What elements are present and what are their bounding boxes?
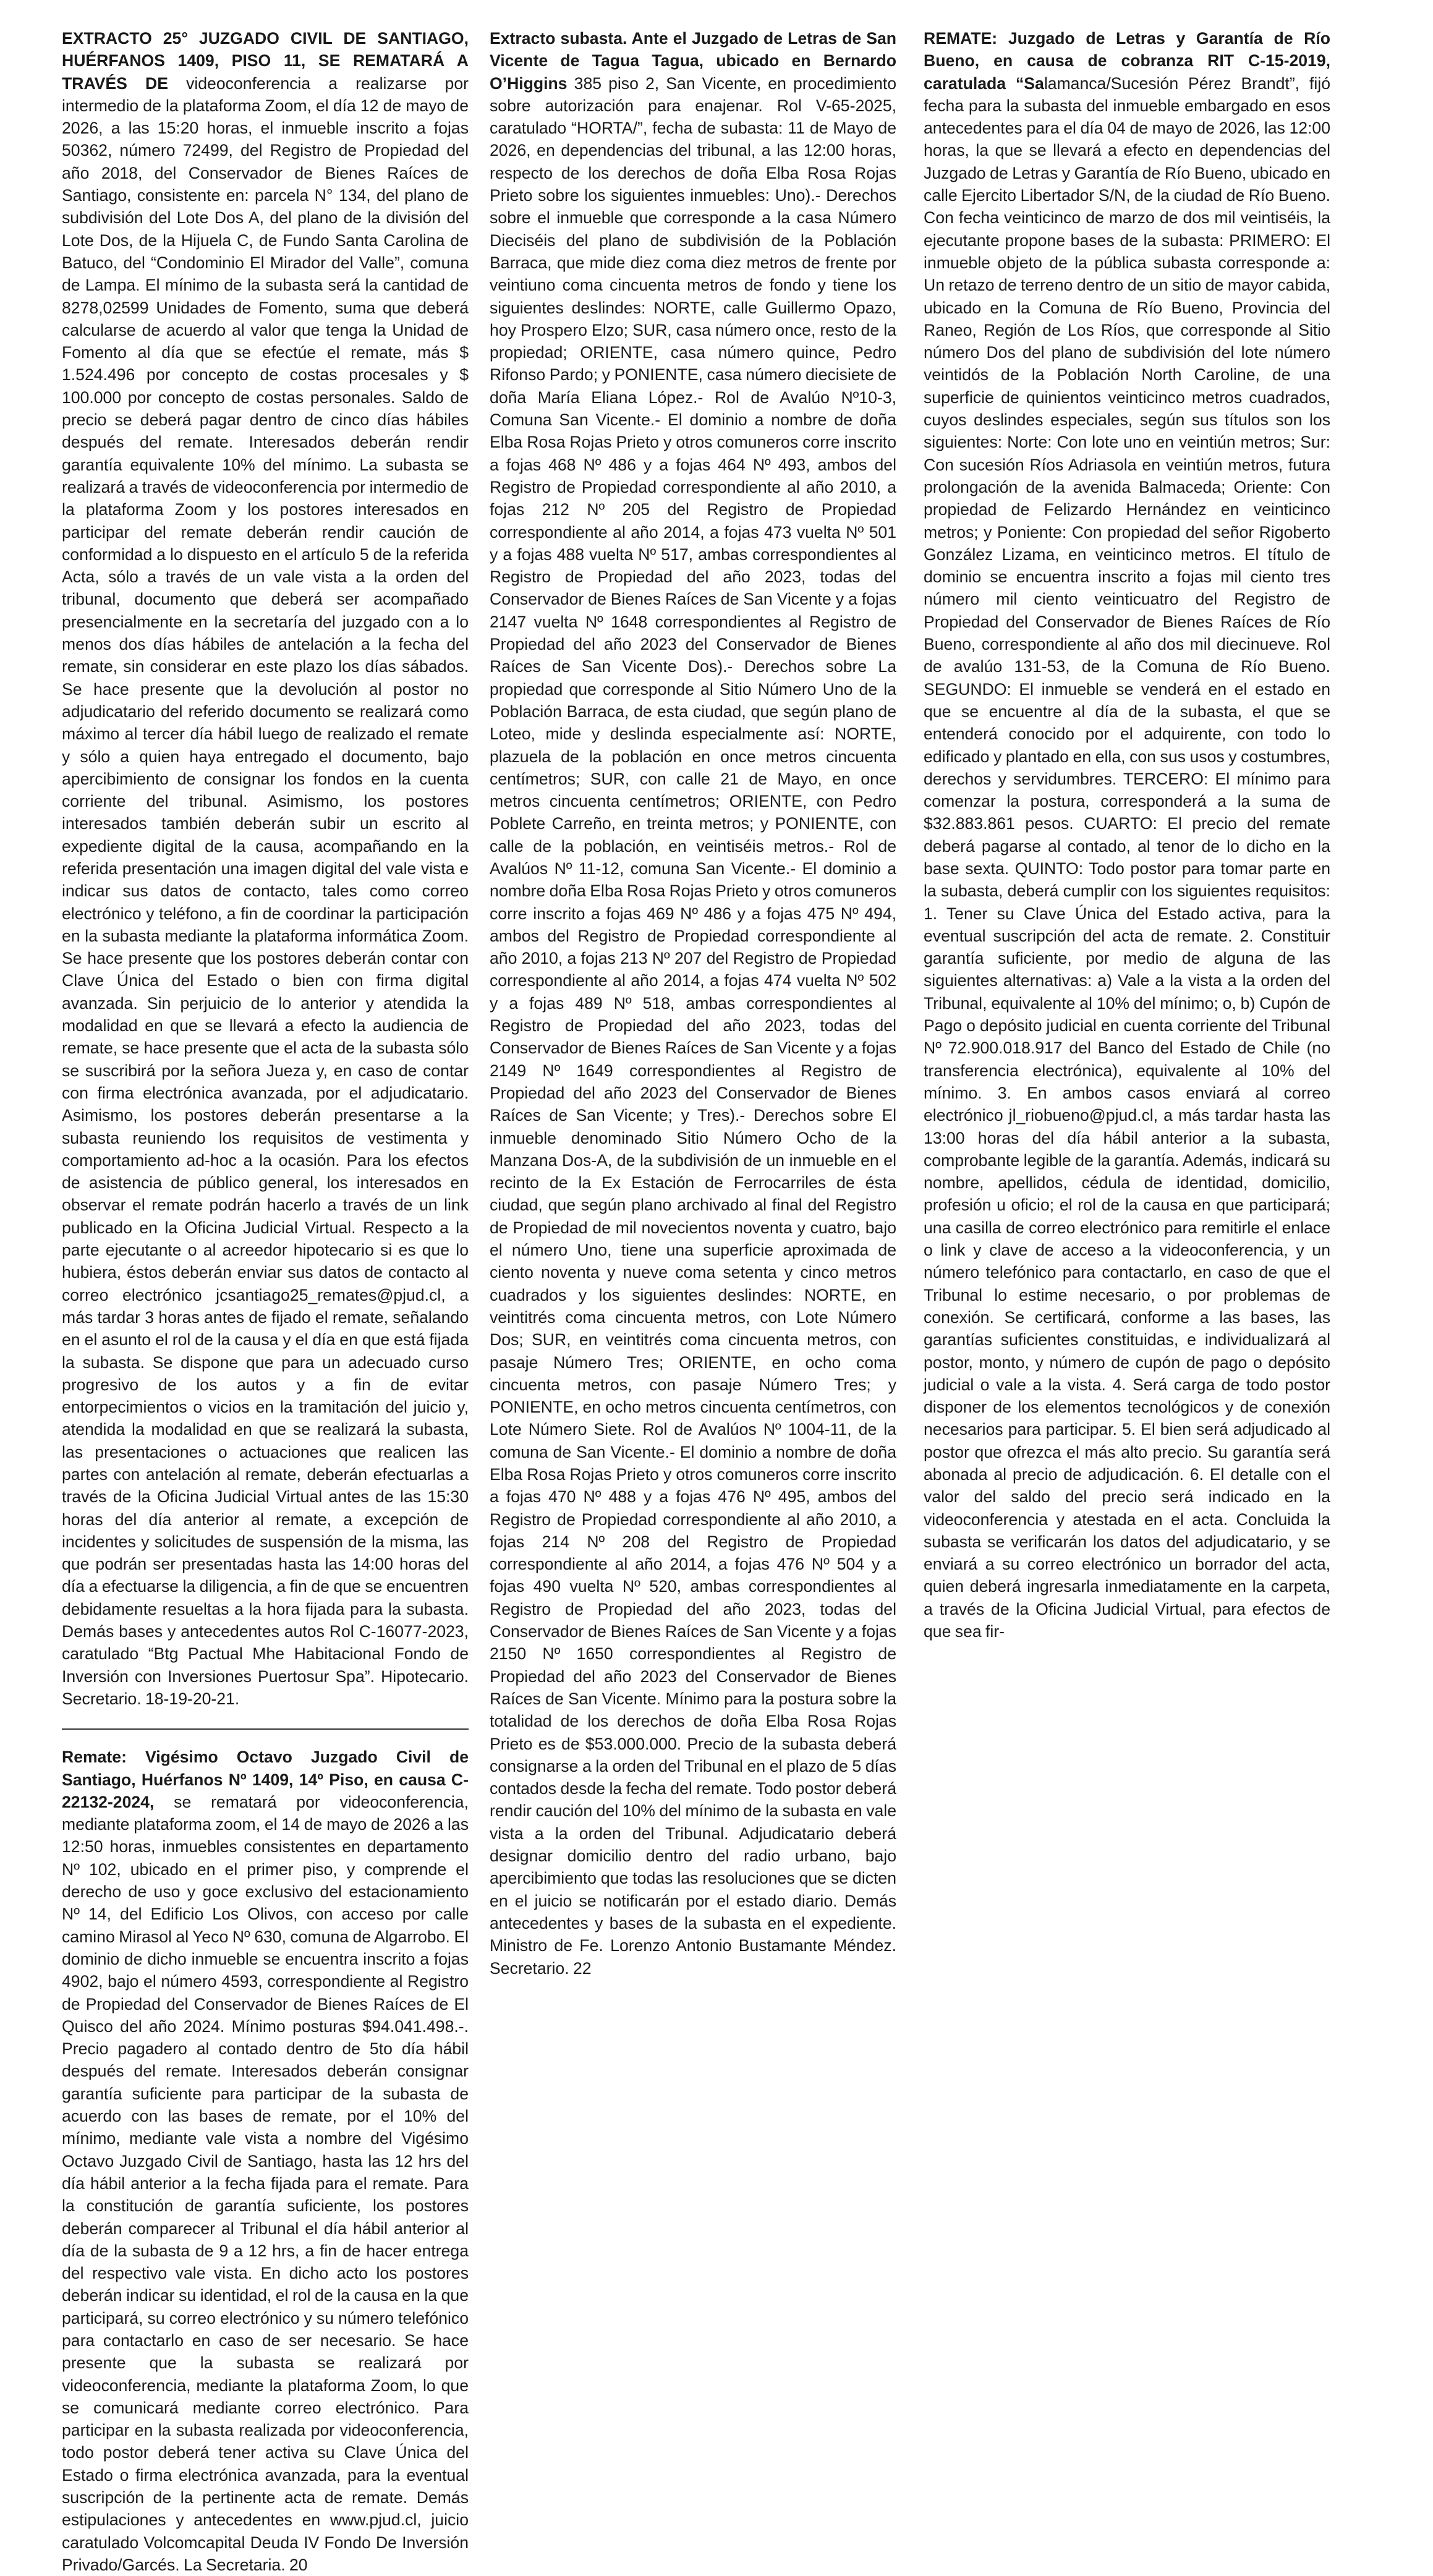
notice-paragraph [490, 27, 896, 1979]
column-3 [924, 27, 1330, 1643]
notice-separator [62, 1728, 469, 1730]
notice-heading: Remate: Vigésimo Octavo Juzgado Civil de Santiago, Huérfanos Nº 1409, 14º Piso, en causa C-22132-2024, [62, 1748, 469, 1811]
column-2 [490, 27, 896, 1979]
notice-paragraph [62, 27, 469, 1710]
notice-heading: REMATE: Juzgado de Letras y Garantía de Río Bueno, en causa de cobranza RIT C-15-2019, caratulada “Sa [924, 29, 1330, 93]
notice-body: videoconferencia a realizarse por intermedio de la plataforma Zoom, el día 12 de mayo de 2026, a las 15:20 horas, el inmueble inscrito a fojas 50362, número 72499, del Registro de Propiedad del año 2018, del Conservador de Bienes Raíces de Santiago, consistente en: parcela N° 134, del plano de subdivisión del Lote Dos A, del plano de la división del Lote Dos, de la Hijuela C, de Fundo Santa Carolina de Batuco, del “Condominio El Mirador del Valle”, comuna de Lampa. El mínimo de la subasta será la cantidad de 8278,02599 Unidades de Fomento, suma que deberá calcularse de acuerdo al valor que tenga la Unidad de Fomento al día que se efectúe el remate, más $ 1.524.496 por concepto de costas procesales y $ 100.000 por concepto de costas personales. Saldo de precio se deberá pagar dentro de cinco días hábiles después del remate. Interesados deberán rendir garantía equivalente 10% del mínimo. La subasta se realizará a través de videoconferencia por intermedio de la plataforma Zoom y los postores interesados en participar del remate deberán rendir caución de conformidad a lo dispuesto en el artículo 5 de la referida Acta, sólo a través de un vale vista a la orden del tribunal, documento que deberá ser acompañado presencialmente en la secretaría del juzgado con a lo menos dos días hábiles de antelación a la fecha del remate, sin considerar en este plazo los días sábados. Se hace presente que la devolución al postor no adjudicatario del referido documento se realizará como máximo al tercer día hábil luego de realizado el remate y sólo a quien haya entregado el documento, bajo apercibimiento de consignar los fondos en la cuenta corriente del tribunal. Asimismo, los postores interesados también deberán subir un escrito al expediente digital de la causa, acompañando en la referida presentación una imagen digital del vale vista e indicar sus datos de contacto, tales como correo electrónico y teléfono, a fin de coordinar la participación en la subasta mediante la plataforma informática Zoom. Se hace presente que los postores deberán contar con Clave Única del Estado o bien con firma digital avanzada. Sin perjuicio de lo anterior y atendida la modalidad en que se llevará a efecto la audiencia de remate, se hace presente que el acta de la subasta sólo se suscribirá por la señora Jueza y, en caso de contar con firma electrónica avanzada, por el adjudicatario. Asimismo, los postores deberán presentarse a la subasta reuniendo los requisitos de vestimenta y comportamiento ad-hoc a la ocasión. Para los efectos de asistencia de público general, los interesados en observar el remate podrán hacerlo a través de un link publicado en la Oficina Judicial Virtual. Respecto a la parte ejecutante o al acreedor hipotecario si es que lo hubiera, éstos deberán enviar sus datos de contacto al correo electrónico jcsantiago25_remates@pjud.cl, a más tardar 3 horas antes de fijado el remate, señalando en el asunto el rol de la causa y el día en que está fijada la subasta. Se dispone que para un adecuado curso progresivo de los autos y a fin de evitar entorpecimientos o vicios en la tramitación del juicio y, atendida la modalidad en que se realizará la subasta, las presentaciones o actuaciones que realicen las partes con antelación al remate, deberán efectuarlas a través de la Oficina Judicial Virtual antes de las 15:30 horas del día anterior al remate, a excepción de incidentes y solicitudes de suspensión de la misma, las que podrán ser presentadas hasta las 14:00 horas del día a efectuarse la diligencia, a fin de que se encuentren debidamente resueltas a la hora fijada para la subasta. Demás bases y antecedentes autos Rol C-16077-2023, caratulado “Btg Pactual Mhe Habitacional Fondo de Inversión con Inversiones Puertosur Spa”. Hipotecario. Secretario. 18-19-20-21. [62, 74, 469, 1708]
notice-body: se rematará por videoconferencia, mediante plataforma zoom, el 14 de mayo de 2026 a las 12:50 horas, inmuebles consistentes en departamento Nº 102, ubicado en el primer piso, y comprende el derecho de uso y goce exclusivo del estacionamiento Nº 14, del Edificio Los Olivos, con acceso por calle camino Mirasol al Yeco Nº 630, comuna de Algarrobo. El dominio de dicho inmueble se encuentra inscrito a fojas 4902, bajo el número 4593, correspondiente al Registro de Propiedad del Conservador de Bienes Raíces de El Quisco del año 2024. Mínimo posturas $94.041.498.-. Precio pagadero al contado dentro de 5to día hábil después del remate. Interesados deberán consignar garantía suficiente para participar de la subasta de acuerdo con las bases de remate, por el 10% del mínimo, mediante vale vista a nombre del Vigésimo Octavo Juzgado Civil de Santiago, hasta las 12 hrs del día hábil anterior a la fecha fijada para el remate. Para la constitución de garantía suficiente, los postores deberán comparecer al Tribunal el día hábil anterior al día de la subasta de 9 a 12 hrs, a fin de hacer entrega del respectivo vale vista. En dicho acto los postores deberán indicar su identidad, el rol de la causa en la que participará, su correo electrónico y su número telefónico para contactarlo en caso de ser necesario. Se hace presente que la subasta se realizará por videoconferencia, mediante la plataforma Zoom, lo que se comunicará mediante correo electrónico. Para participar en la subasta realizada por videoconferencia, todo postor deberá tener activa su Clave Única del Estado o firma electrónica avanzada, para la eventual suscripción de la pertinente acta de remate. Demás estipulaciones y antecedentes en www.pjud.cl, juicio caratulado Volcomcapital Deuda IV Fondo De Inversión Privado/Garcés. La Secretaria. 20 [62, 1792, 469, 2574]
notice-body: 385 piso 2, San Vicente, en procedimiento sobre autorización para enajenar. Rol V-65-2025, caratulado “HORTA/”, fecha de subasta: 11 de Mayo de 2026, en dependencias del tribunal, a las 12:00 horas, respecto de los derechos de doña Elba Rosa Rojas Prieto sobre los siguientes inmuebles: Uno).- Derechos sobre el inmueble que corresponde a la casa Número Dieciséis del plano de subdivisión de la Población Barraca, que mide diez coma diez metros de frente por veintiuno coma cincuenta metros de fondo y tiene los siguientes deslindes: NORTE, calle Guillermo Opazo, hoy Prospero Elzo; SUR, casa número once, resto de la propiedad; ORIENTE, casa número quince, Pedro Rifonso Pardo; y PONIENTE, casa número diecisiete de doña María Eliana López.- Rol de Avalúo Nº10-3, Comuna San Vicente.- El dominio a nombre de doña Elba Rosa Rojas Prieto y otros comuneros corre inscrito a fojas 468 Nº 486 y a fojas 464 Nº 493, ambos del Registro de Propiedad correspondiente al año 2010, a fojas 212 Nº 205 del Registro de Propiedad correspondiente al año 2014, a fojas 473 vuelta Nº 501 y a fojas 488 vuelta Nº 517, ambas correspondientes al Registro de Propiedad del año 2023, todas del Conservador de Bienes Raíces de San Vicente y a fojas 2147 vuelta Nº 1648 correspondientes al Registro de Propiedad del año 2023 del Conservador de Bienes Raíces de San Vicente Dos).- Derechos sobre La propiedad que corresponde al Sitio Número Uno de la Población Barraca, de esta ciudad, que según plano de Loteo, mide y deslinda especialmente así: NORTE, plazuela de la población en once metros cincuenta centímetros; SUR, con calle 21 de Mayo, en once metros cincuenta centímetros; ORIENTE, con Pedro Poblete Carreño, en treinta metros; y PONIENTE, con calle de la población, en veintiséis metros.- Rol de Avalúos Nº 11-12, comuna San Vicente.- El dominio a nombre doña Elba Rosa Rojas Prieto y otros comuneros corre inscrito a fojas 469 Nº 486 y a fojas 475 Nº 494, ambos del Registro de Propiedad correspondiente al año 2010, a fojas 213 Nº 207 del Registro de Propiedad correspondiente al año 2014, a fojas 474 vuelta Nº 502 y a fojas 489 Nº 518, ambas correspondientes al Registro de Propiedad del año 2023, todas del Conservador de Bienes Raíces de San Vicente y a fojas 2149 Nº 1649 correspondientes al Registro de Propiedad del año 2023 del Conservador de Bienes Raíces de San Vicente; y Tres).- Derechos sobre El inmueble denominado Sitio Número Ocho de la Manzana Dos-A, de la subdivisión de un inmueble en el recinto de la Ex Estación de Ferrocarriles de ésta ciudad, que según plano archivado al final del Registro de Propiedad de mil novecientos noventa y cuatro, bajo el número Uno, tiene una superficie aproximada de ciento noventa y nueve coma setenta y cinco metros cuadrados y los siguientes deslindes: NORTE, en veintitrés coma cincuenta metros, con Lote Número Dos; SUR, en veintitrés coma cincuenta metros, con pasaje Número Tres; ORIENTE, en ocho coma cincuenta metros, con pasaje Número Tres; y PONIENTE, en ocho metros cincuenta centímetros, con Lote Número Siete. Rol de Avalúos Nº 1004-11, de la comuna de San Vicente.- El dominio a nombre de doña Elba Rosa Rojas Prieto y otros comuneros corre inscrito a fojas 470 Nº 488 y a fojas 476 Nº 495, ambos del Registro de Propiedad correspondiente al año 2010, a fojas 214 Nº 208 del Registro de Propiedad correspondiente al año 2014, a fojas 476 Nº 504 y a fojas 490 vuelta Nº 520, ambas correspondientes al Registro de Propiedad del año 2023, todas del Conservador de Bienes Raíces de San Vicente y a fojas 2150 Nº 1650 correspondientes al Registro de Propiedad del año 2023 del Conservador de Bienes Raíces de San Vicente. Mínimo para la postura sobre la totalidad de los derechos de doña Elba Rosa Rojas Prieto es de $53.000.000. Precio de la subasta deberá consignarse a la orden del Tribunal en el plazo de 5 días contados desde la fecha del remate. Todo postor deberá rendir caución del 10% del mínimo de la subasta en vale vista a la orden del Tribunal. Adjudicatario deberá designar domicilio dentro del radio urbano, bajo apercibimiento que todas las resoluciones que se dicten en el juicio se notificarán por el estado diario. Demás antecedentes y bases de la subasta en el expediente. Ministro de Fe. Lorenzo Antonio Bustamante Méndez. Secretario. 22 [490, 74, 896, 1978]
column-1 [62, 27, 469, 2576]
notice-heading: EXTRACTO 25° JUZGADO CIVIL DE SANTIAGO, HUÉRFANOS 1409, PISO 11, SE REMATARÁ A TRAVÉS DE [62, 29, 469, 93]
notice-paragraph [924, 27, 1330, 1643]
notice-extracto-subasta-san-vicente [490, 27, 896, 1979]
notice-body: lamanca/Sucesión Pérez Brandt”, fijó fecha para la subasta del inmueble embargado en esos antecedentes para el día 04 de mayo de 2026, las 12:00 horas, la que se llevará a efecto en dependencias del Juzgado de Letras y Garantía de Río Bueno, ubicado en calle Ejercito Libertador S/N, de la ciudad de Río Bueno. Con fecha veinticinco de marzo de dos mil veintiséis, la ejecutante propone bases de la subasta: PRIMERO: El inmueble objeto de la pública subasta corresponde a: Un retazo de terreno dentro de un sitio de mayor cabida, ubicado en la Comuna de Río Bueno, Provincia del Raneo, Región de Los Ríos, que corresponde al Sitio número Dos del plano de subdivisión del lote número veintidós de la Población North Caroline, de una superficie de quinientos veinticinco metros cuadrados, cuyos deslindes especiales, según sus títulos son los siguientes: Norte: Con lote uno en veintiún metros; Sur: Con sucesión Ríos Adriasola en veintiún metros, futura prolongación de la avenida Balmaceda; Oriente: Con propiedad de Felizardo Hernández en veinticinco metros; y Poniente: Con propiedad del señor Rigoberto González Lizama, en veinticinco metros. El título de dominio se encuentra inscrito a fojas mil ciento tres número mil ciento veinticuatro del Registro de Propiedad del Conservador de Bienes Raíces de Río Bueno, correspondiente al año dos mil diecinueve. Rol de avalúo 131-53, de la Comuna de Río Bueno. SEGUNDO: El inmueble se venderá en el estado en que se encuentre al día de la subasta, el que se entenderá conocido por el adquirente, con todo lo edificado y plantado en ella, con sus usos y costumbres, derechos y servidumbres. TERCERO: El mínimo para comenzar la postura, corresponderá a la suma de $32.883.861 pesos. CUARTO: El precio del remate deberá pagarse al contado, al tenor de lo dicho en la base sexta. QUINTO: Todo postor para tomar parte en la subasta, deberá cumplir con los siguientes requisitos: 1. Tener su Clave Única del Estado activa, para la eventual suscripción del acta de remate. 2. Constituir garantía suficiente, por medio de alguna de las siguientes alternativas: a) Vale a la vista a la orden del Tribunal, equivalente al 10% del mínimo; o, b) Cupón de Pago o depósito judicial en cuenta corriente del Tribunal Nº 72.900.018.917 del Banco del Estado de Chile (no transferencia electrónica), equivalente al 10% del mínimo. 3. En ambos casos enviará al correo electrónico jl_riobueno@pjud.cl, a más tardar hasta las 13:00 horas del día hábil anterior a la subasta, comprobante legible de la garantía. Además, indicará su nombre, apellidos, cédula de identidad, domicilio, profesión u oficio; el rol de la causa en que participará; una casilla de correo electrónico para remitirle el enlace o link y clave de acceso a la videoconferencia, y un número telefónico para contactarlo, en caso de que el Tribunal lo estime necesario, o por problemas de conexión. Se certificará, conforme a las bases, las garantías suficientes constituidas, e individualizará al postor, monto, y número de cupón de pago o depósito judicial o vale a la vista. 4. Será carga de todo postor disponer de los elementos tecnológicos y de conexión necesarios para participar. 5. El bien será adjudicado al postor que ofrezca el más alto precio. Su garantía será abonada al precio de adjudicación. 6. El detalle con el valor del saldo del precio será indicado en la videoconferencia y atestada en el acta. Concluida la subasta se verificarán los datos del adjudicatario, y se enviará a su correo electrónico un borrador del acta, quien deberá ingresarla inmediatamente en la carpeta, a través de la Oficina Judicial Virtual, para efectos de que sea fir- [924, 74, 1331, 1641]
notice-heading: Extracto subasta. Ante el Juzgado de Letras de San Vicente de Tagua Tagua, ubicado en Bernardo O’Higgins [490, 29, 896, 93]
notice-extracto-25-juzgado-santiago [62, 27, 469, 1710]
notice-remate-rio-bueno [924, 27, 1330, 1643]
